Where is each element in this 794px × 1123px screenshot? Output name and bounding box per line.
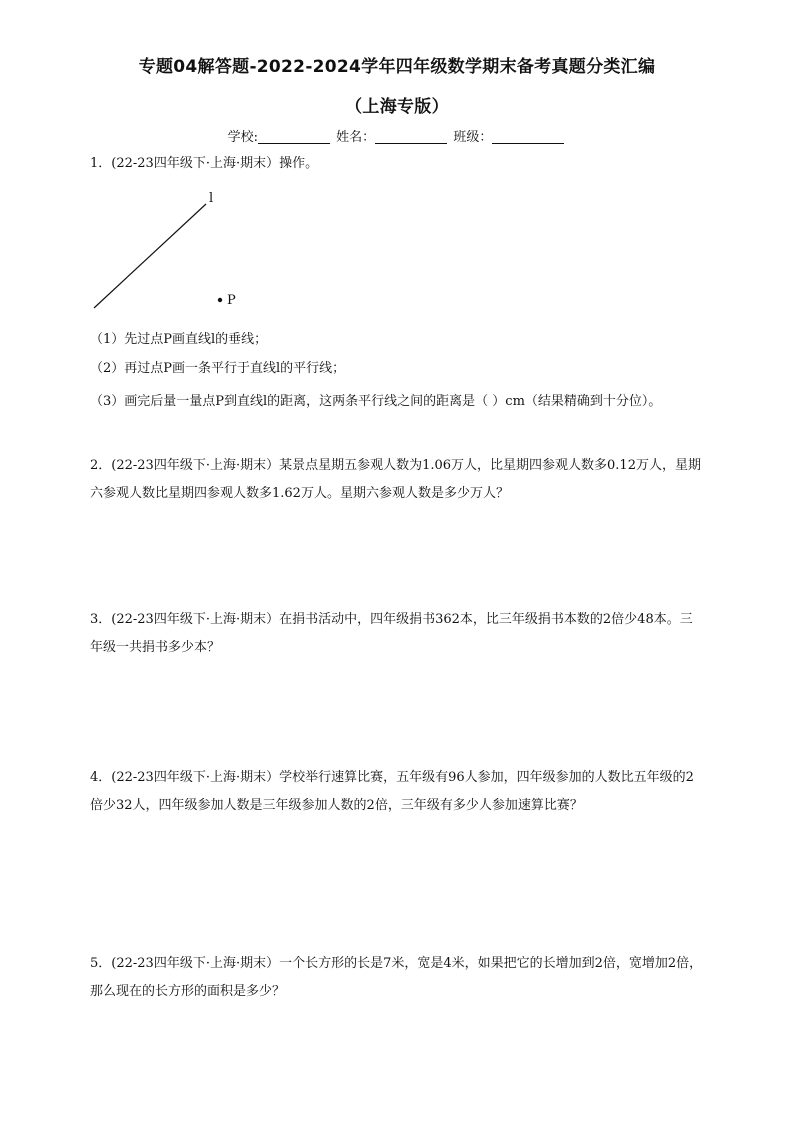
line-point-figure [88, 186, 258, 316]
document-subtitle: （上海专版） [345, 97, 449, 117]
point-p-label: P [227, 293, 236, 308]
question-2: 2．(22-23四年级下·上海·期末）某景点星期五参观人数为1.06万人，比星期四参观人数多0.12万人，星期六参观人数比星期四参观人数多1.62万人。星期六参观人数是多少万人？ [90, 458, 701, 501]
name-label: 姓名： [336, 130, 376, 145]
name-blank[interactable] [375, 129, 447, 144]
class-label: 班级： [453, 130, 493, 145]
question-1-sub-1: （1）先过点P画直线l的垂线； [90, 332, 268, 347]
question-5: 5．(22-23四年级下·上海·期末）一个长方形的长是7米，宽是4米，如果把它的长增加到2倍，宽增加2倍，那么现在的长方形的面积是多少？ [90, 956, 703, 999]
school-label: 学校: [227, 130, 259, 145]
point-p [218, 298, 222, 302]
question-1: 1．(22-23四年级下·上海·期末）操作。 [90, 156, 319, 171]
student-info-row [0, 126, 794, 145]
school-blank[interactable] [258, 129, 330, 144]
line-l [94, 204, 206, 308]
class-blank[interactable] [492, 129, 564, 144]
question-4: 4．(22-23四年级下·上海·期末）学校举行速算比赛，五年级有96人参加，四年级参加的人数比五年级的2倍少32人，四年级参加人数是三年级参加人数的2倍，三年级有多少人参加速算比赛？ [90, 770, 694, 813]
line-l-label: l [209, 191, 214, 206]
question-3: 3．(22-23四年级下·上海·期末）在捐书活动中，四年级捐书362本，比三年级捐书本数的2倍少48本。三年级一共捐书多少本？ [90, 612, 693, 655]
question-1-sub-2: （2）再过点P画一条平行于直线l的平行线； [90, 361, 346, 376]
question-1-sub-3: （3）画完后量一量点P到直线l的距离，这两条平行线之间的距离是（ ）cm（结果精确到十分位）。 [90, 394, 662, 409]
document-title: 专题04解答题-2022-2024学年四年级数学期末备考真题分类汇编 [138, 57, 656, 77]
